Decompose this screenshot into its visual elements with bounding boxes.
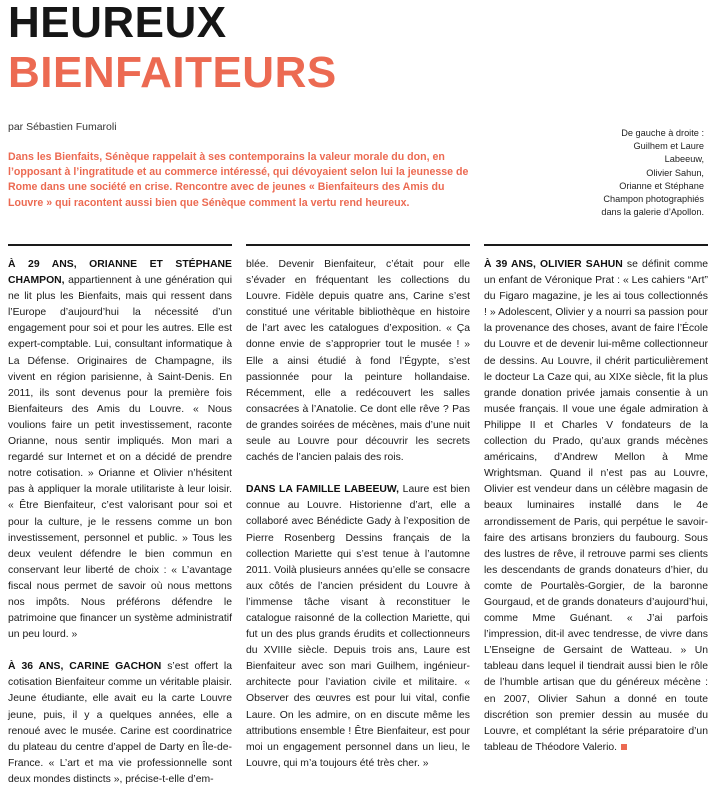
paragraph-heading: DANS LA FAMILLE LABEEUW, xyxy=(246,484,400,496)
paragraph-heading: À 39 ANS, OLIVIER SAHUN xyxy=(484,259,623,270)
caption-line: Orianne et Stéphane xyxy=(619,180,704,191)
caption-line: Champon photographiés xyxy=(603,194,704,205)
paragraph-body: Laure est bien connue au Louvre. Historienne d’art, elle a collaboré avec Bénédicte Gady à l’exposition de Pierre Rosenberg Dessins français de la collection Mariette qui s’est tenue à l’automne 2011. Voilà plusieurs années qu’elle se consacre aux côtés de l’ancien président du Louvre à l’immense tâche visant à reconstituer le catalogue raisonné de la collection Mariette, qui fut un des plus grands érudits et collectionneurs du XVIIIe siècle. Depuis trois ans, Laure est Bienfaiteur avec son mari Guilhem, ingénieur-architecte pour l’aviation civile et militaire. « Observer des œuvres est pour lui vital, confie Laure. On les admire, on en discute même les attributions ensemble ! Être Bienfaiteur, est pour moi un engagement personnel dans un lieu, le Louvre, qui m’a toujours été très cher. » xyxy=(246,484,470,769)
paragraph-body: appartiennent à une génération qui ne lit plus les Bienfaits, mais qui ressent dans l’Europe d’aujourd’hui la nécessité d’un engagement pour soi et pour les autres. Elle est expert-comptable. Lui, consultant informatique à La Défense. Originaires de Champagne, ils vivent en région parisienne, à Saint-Denis. En 2011, ils sont devenus pour la première fois Bienfaiteurs des Amis du Louvre. « Nous voulions faire un petit investissement, raconte Orianne, nous sentir impliqués. Mon mari a regardé sur Internet et on a décidé de prendre notre cotisation. » Orianne et Olivier n’hésitent pas à appliquer la morale utilitariste à leur loisir. « Être Bienfaiteur, c’est valorisant pour soi et pour la culture, je le ressens comme un bon investissement, personnel et public. » Tous les deux veulent défendre le bien commun en conservant leur liberté de choix : « L’avantage fiscal nous permet de savoir où nous mettons nos impôts. Nous préférons défendre le patrimoine que financer un système administratif un peu lourd. » xyxy=(8,275,233,641)
paragraph-body: blée. Devenir Bienfaiteur, c’était pour elle s’évader en fréquentant les collections du Louvre. Fidèle depuis quatre ans, Carine s’est constitué une véritable bibliothèque en histoire de l’art avec les catalogues d’exposition. « Ça donne envie de s’approprier tout le musée ! » Elle a ainsi étudié à fond l’Égypte, s’est passionnée pour la peinture hollandaise. Récemment, elle a redécouvert les salles consacrées à l’Anatolie. Ce dont elle rêve ? Pas de grandes soirées de mécènes, mais d’une nuit seule au Louvre pour découvrir les secrets cachés de l’ancien palais des rois. xyxy=(246,259,470,464)
paragraph xyxy=(484,257,708,756)
caption-line: Labeeuw, xyxy=(664,154,704,165)
caption-line: Olivier Sahun, xyxy=(646,167,704,178)
paragraph-heading: À 29 ANS, ORIANNE ET STÉPHANE CHAMPON, xyxy=(8,259,232,287)
text-column-2 xyxy=(246,257,470,772)
byline: par Sébastien Fumaroli xyxy=(8,121,117,133)
column-rule-2 xyxy=(246,244,470,246)
paragraph-body: se définit comme un enfant de Véronique Prat : « Les cahiers “Art” du Figaro magazine, je les ai tous collectionnés ! » Adolescent, Olivier y a nourri sa passion pour la provenance des choses, avant de faire l’École du Louvre et de devenir lui-même collectionneur de dessins. Au Louvre, il chérit particulièrement le docteur La Caze qui, au XIXe siècle, fit la plus grande donation privée jamais consentie à un musée français. Il voue une égale admiration à Philippe II et Charles V fondateurs de la collection du Prado, qu’aux grands mécènes américains, d’Andrew Mellon à Mme Wrightsman. Quand il n’est pas au Louvre, Olivier est vendeur dans un célèbre magasin de beaux luminaires installé dans le 4e arrondissement de Paris, qui perpétue le savoir-faire des artisans bronziers du faubourg. Sous des lustres de rêve, il retrouve parmi ses clients les descendants de grands donateurs d’hier, du comte de Pourtalès-Gorgier, de la baronne Gourgaud, et de grands donateurs d’aujourd’hui, comme Mme Guénant. « J’ai parfois l’impression, dit-il avec tendresse, de vivre dans L’Enseigne de Gersaint de Watteau. » Un tableau dans lequel il tiendrait aussi bien le rôle de l’humble artisan que du généreux mécène : en 2007, Olivier Sahun a donné en toute discrétion son premier dessin au musée du Louvre, et complétant la série préparatoire d’un tableau de Théodore Valerio. xyxy=(484,259,709,753)
paragraph-heading: À 36 ANS, CARINE GACHON xyxy=(8,661,162,673)
caption-line: Guilhem et Laure xyxy=(633,141,704,152)
end-mark-icon xyxy=(621,744,627,750)
lede: Dans les Bienfaits, Sénèque rappelait à ses contemporains la valeur morale du don, en l’opposant à l’ingratitude et au commerce intéressé, qui dévoyaient selon lui la jeunesse de Rome dans une société en crise. Rencontre avec de jeunes « Bienfaiteurs des Amis du Louvre » qui racontent aussi bien que Sénèque comment la vertu rend heureux. xyxy=(8,151,469,209)
photo-caption xyxy=(554,127,704,219)
text-column-3 xyxy=(484,257,708,756)
title-line-1: HEUREUX xyxy=(8,0,227,47)
column-rule-1 xyxy=(8,244,232,246)
paragraph xyxy=(8,659,232,788)
paragraph xyxy=(8,257,232,643)
caption-line: dans la galerie d’Apollon. xyxy=(601,207,704,218)
caption-line: De gauche à droite : xyxy=(621,128,704,138)
title-line-2: BIENFAITEURS xyxy=(8,48,337,97)
paragraph-body: s’est offert la cotisation Bienfaiteur comme un véritable plaisir. Jeune étudiante, elle avait eu la carte Louvre jeune, puis, il y a quelques années, elle a renoué avec le musée. Carine est coordinatrice du plateau du centre d’appel de Darty en Île-de-France. « L’art et ma vie professionnelle sont deux mondes distincts », précise-t-elle d’em- xyxy=(8,661,232,785)
paragraph xyxy=(246,257,470,466)
column-rule-3 xyxy=(484,244,708,246)
text-column-1 xyxy=(8,257,232,788)
paragraph xyxy=(246,482,470,772)
